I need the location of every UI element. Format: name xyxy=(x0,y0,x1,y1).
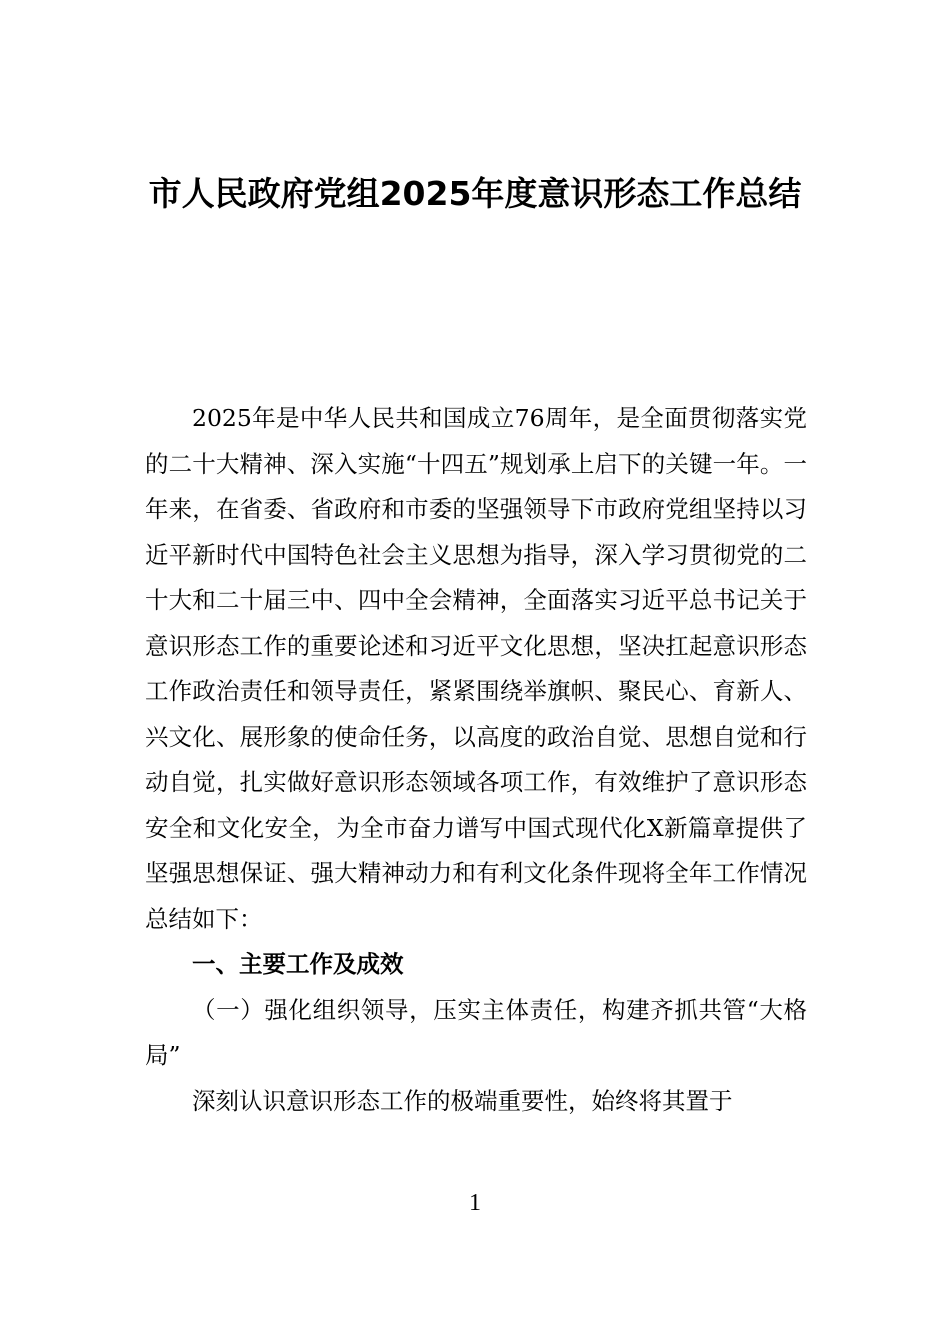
intro-paragraph: 2025年是中华人民共和国成立76周年，是全面贯彻落实党的二十大精神、深入实施“十四五”规划承上启下的关键一年。一年来，在省委、省政府和市委的坚强领导下市政府党组坚持以习近平新时代中国特色社会主义思想为指导，深入学习贯彻党的二十大和二十届三中、四中全会精神，全面落实习近平总书记关于意识形态工作的重要论述和习近平文化思想，坚决扛起意识形态工作政治责任和领导责任，紧紧围绕举旗帜、聚民心、育新人、兴文化、展形象的使命任务，以高度的政治自觉、思想自觉和行动自觉，扎实做好意识形态领域各项工作，有效维护了意识形态安全和文化安全，为全市奋力谱写中国式现代化X新篇章提供了坚强思想保证、强大精神动力和有利文化条件现将全年工作情况总结如下： xyxy=(145,404,807,933)
subsection-paragraph: 深刻认识意识形态工作的极端重要性，始终将其置于 xyxy=(192,1086,733,1115)
page-number: 1 xyxy=(469,1190,481,1216)
document-title: 市人民政府党组2025年度意识形态工作总结 xyxy=(148,174,802,213)
subsection-heading: （一）强化组织领导，压实主体责任，构建齐抓共管“大格局” xyxy=(145,995,807,1069)
section-heading: 一、主要工作及成效 xyxy=(192,950,404,978)
document-body xyxy=(145,396,807,1124)
